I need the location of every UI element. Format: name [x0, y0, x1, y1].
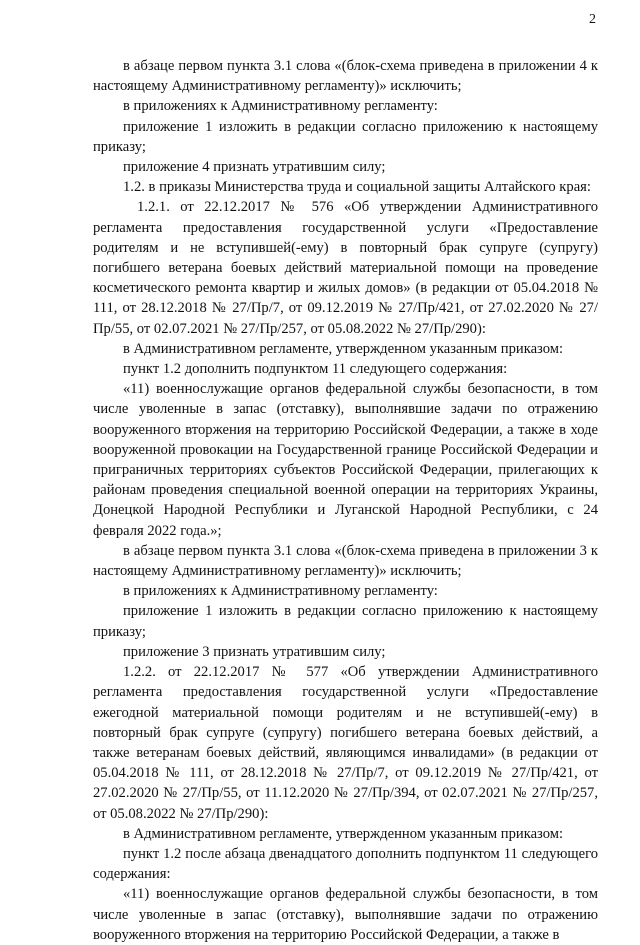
paragraph: в приложениях к Административному регламенту:	[123, 583, 438, 600]
paragraph: «11) военнослужащие органов федеральной службы безопасности, в том числе уволенные в запас (отставку), выполнявшие задачи по отражению вооруженного вторжения на территорию Российской Федерации, а также в	[93, 886, 598, 943]
paragraph: приложение 3 признать утратившим силу;	[123, 643, 386, 660]
paragraph: в приложениях к Административному регламенту:	[123, 98, 438, 115]
paragraph: в Административном регламенте, утвержденном указанным приказом:	[123, 340, 564, 357]
paragraph: приложение 1 изложить в редакции согласно приложению к настоящему приказу;	[93, 603, 598, 640]
paragraph: 1.2. в приказы Министерства труда и социальной защиты Алтайского края:	[123, 179, 591, 196]
paragraph: в Административном регламенте, утвержденном указанным приказом:	[123, 825, 564, 842]
paragraph: пункт 1.2 после абзаца двенадцатого дополнить подпунктом 11 следующего содержания:	[93, 845, 598, 883]
paragraph: «11) военнослужащие органов федеральной службы безопасности, в том числе уволенные в запас (отставку), выполнявшие задачи по отражению вооруженного вторжения на территорию Российской Федерации, а также в ходе вооруженной провокации на Государственной границе Российской Федерации и приграничных территориях субъектов Российской Федерации, прилегающих к районам проведения специальной военной операции на территориях Украины, Донецкой Народной Республики и Луганской Народной Республики, с 24 февраля 2022 года.»;	[93, 381, 598, 539]
paragraph: приложение 1 изложить в редакции согласно приложению к настоящему приказу;	[93, 118, 598, 155]
document-body	[93, 56, 598, 945]
page-number: 2	[589, 12, 596, 27]
paragraph: в абзаце первом пункта 3.1 слова «(блок-схема приведена в приложении 4 к настоящему Административному регламенту)» исключить;	[93, 58, 598, 95]
paragraph: в абзаце первом пункта 3.1 слова «(блок-схема приведена в приложении 3 к настоящему Административному регламенту)» исключить;	[93, 542, 598, 580]
paragraph: приложение 4 признать утратившим силу;	[123, 159, 386, 176]
paragraph: пункт 1.2 дополнить подпунктом 11 следующего содержания:	[123, 361, 508, 378]
paragraph: 1.2.1. от 22.12.2017 № 576 «Об утверждении Административного регламента предоставления государственной услуги «Предоставление родителям и не вступившей(-ему) в повторный брак супруге (супругу) погибшего ветерана боевых действий материальной помощи на проведение косметического ремонта квартир и жилых домов» (в редакции от 05.04.2018 № 111, от 28.12.2018 № 27/Пр/7, от 09.12.2019 № 27/Пр/421, от 27.02.2020 № 27/Пр/55, от 02.07.2021 № 27/Пр/257, от 05.08.2022 № 27/Пр/290):	[93, 199, 598, 337]
paragraph: 1.2.2. от 22.12.2017 № 577 «Об утверждении Административного регламента предоставления государственной услуги «Предоставление ежегодной материальной помощи родителям и не вступившей(-ему) в повторный брак супруге (супругу) погибшего ветерана боевых действий, а также ветеранам боевых действий, являющимся инвалидами» (в редакции от 05.04.2018 № 111, от 28.12.2018 № 27/Пр/7, от 09.12.2019 № 27/Пр/421, от 27.02.2020 № 27/Пр/55, от 11.12.2020 № 27/Пр/394, от 02.07.2021 № 27/Пр/257, от 05.08.2022 № 27/Пр/290):	[93, 664, 598, 822]
